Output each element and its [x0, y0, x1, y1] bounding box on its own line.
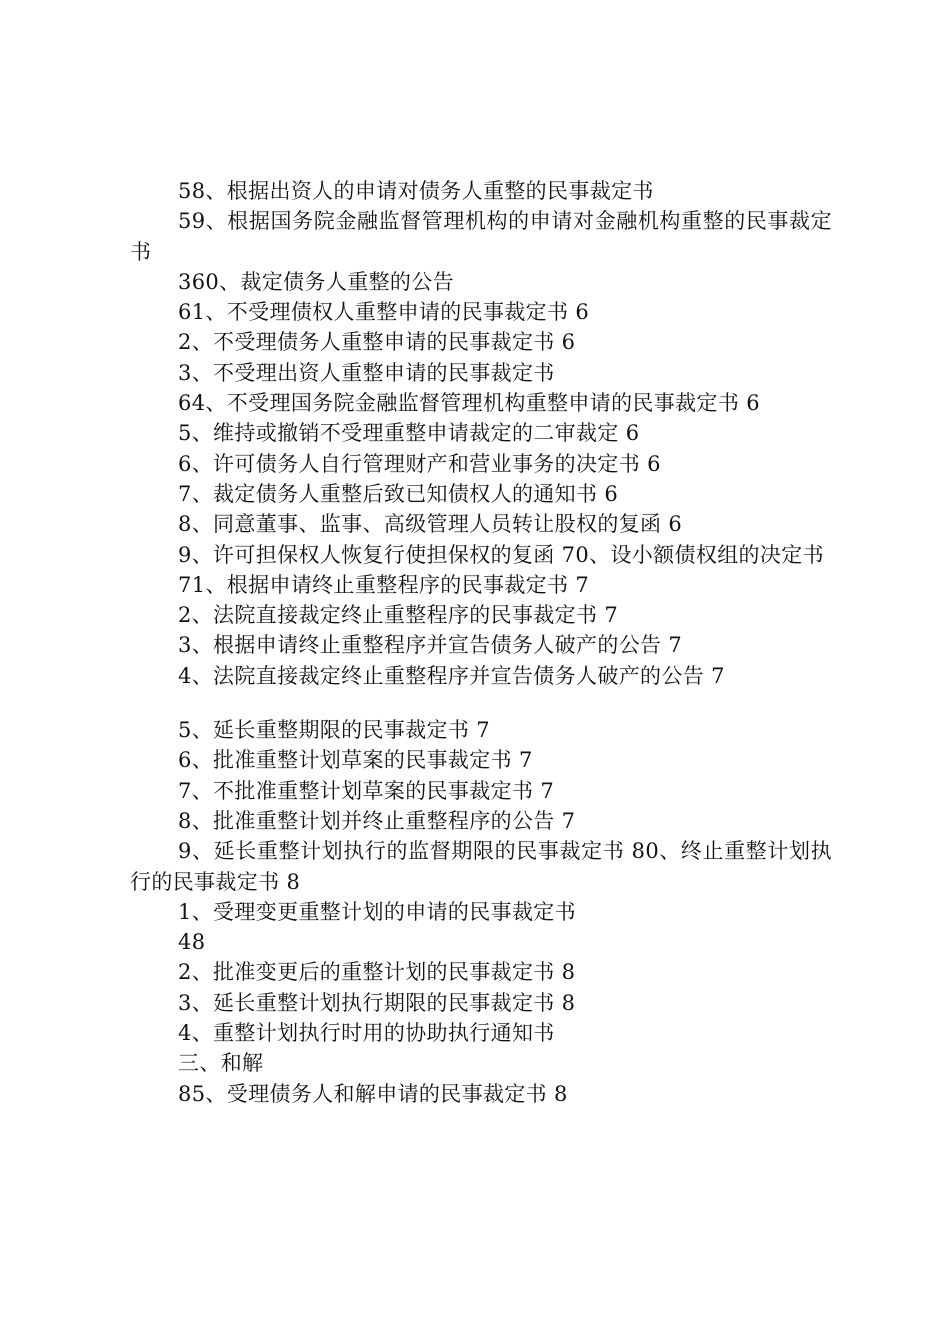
text-line-28: 85、受理债务人和解申请的民事裁定书 8 [178, 1081, 568, 1106]
text-line-5: 2、不受理债务人重整申请的民事裁定书 6 [178, 330, 576, 355]
text-line-1: 58、根据出资人的申请对债务人重整的民事裁定书 [178, 179, 654, 203]
text-line-10: 7、裁定债务人重整后致已知债权人的通知书 6 [178, 481, 619, 506]
text-line-12: 9、许可担保权人恢复行使担保权的复函 70、设小额债权组的决定书 [178, 542, 824, 567]
text-line-18: 6、批准重整计划草案的民事裁定书 7 [178, 748, 533, 773]
text-line-3: 360、裁定债务人重整的公告 [178, 269, 454, 294]
text-line-7: 64、不受理国务院金融监督管理机构重整申请的民事裁定书 6 [178, 391, 760, 416]
text-line-15: 3、根据申请终止重整程序并宣告债务人破产的公告 7 [178, 633, 683, 658]
text-line-8: 5、维持或撤销不受理重整申请裁定的二审裁定 6 [178, 421, 640, 446]
text-line-19: 7、不批准重整计划草案的民事裁定书 7 [178, 778, 555, 803]
text-line-6: 3、不受理出资人重整申请的民事裁定书 [178, 360, 555, 385]
text-line-23: 48 [178, 930, 206, 955]
text-line-20: 8、批准重整计划并终止重整程序的公告 7 [178, 808, 576, 833]
text-line-24: 2、批准变更后的重整计划的民事裁定书 8 [178, 960, 576, 985]
text-line-25: 3、延长重整计划执行期限的民事裁定书 8 [178, 990, 576, 1015]
text-line-2: 59、根据国务院金融监督管理机构的申请对金融机构重整的民事裁定书 [130, 209, 832, 264]
text-line-26: 4、重整计划执行时用的协助执行通知书 [178, 1021, 555, 1046]
text-line-11: 8、同意董事、监事、高级管理人员转让股权的复函 6 [178, 512, 683, 537]
document-body [130, 176, 832, 1109]
text-line-14: 2、法院直接裁定终止重整程序的民事裁定书 7 [178, 603, 619, 628]
text-line-4: 61、不受理债权人重整申请的民事裁定书 6 [178, 300, 590, 325]
text-line-17: 5、延长重整期限的民事裁定书 7 [178, 718, 490, 743]
text-line-9: 6、许可债务人自行管理财产和营业事务的决定书 6 [178, 451, 661, 476]
text-line-21: 9、延长重整计划执行的监督期限的民事裁定书 80、终止重整计划执行的民事裁定书 8 [130, 839, 832, 894]
text-line-22: 1、受理变更重整计划的申请的民事裁定书 [178, 899, 577, 924]
section-heading-reconciliation: 三、和解 [178, 1051, 264, 1076]
text-line-13: 71、根据申请终止重整程序的民事裁定书 7 [178, 572, 590, 597]
text-line-16: 4、法院直接裁定终止重整程序并宣告债务人破产的公告 7 [178, 663, 725, 688]
blank-gap [130, 691, 832, 715]
